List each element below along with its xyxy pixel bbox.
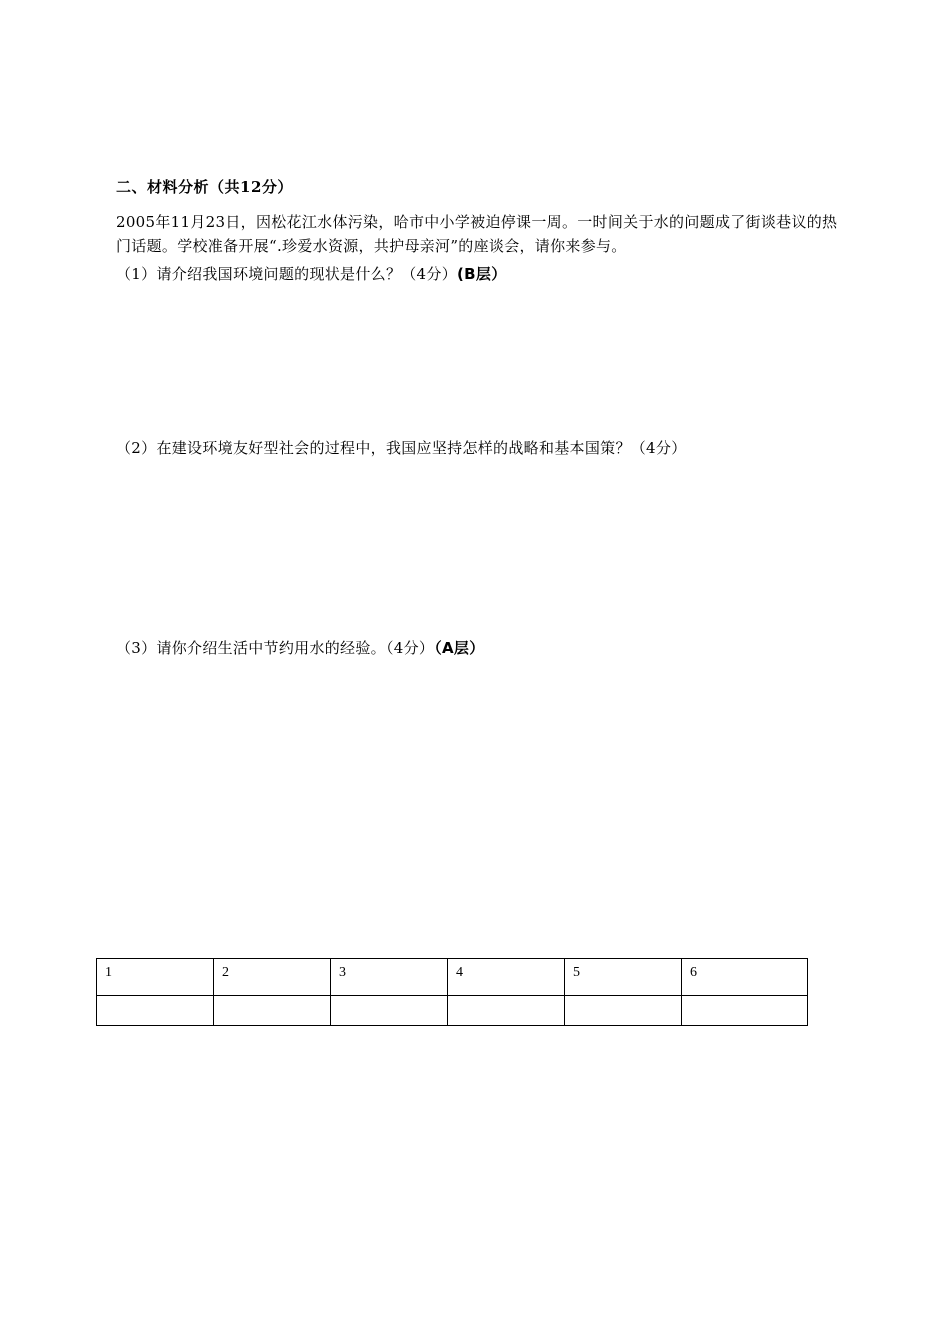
- answer-table-blank-row: [97, 996, 808, 1026]
- answer-header-cell: 6: [682, 959, 808, 996]
- question-3-text: （3）请你介绍生活中节约用水的经验。（4分）: [116, 639, 435, 657]
- question-3: [116, 637, 485, 658]
- material-text: 2005年11月23日，因松花江水体污染，哈市中小学被迫停课一周。一时间关于水的问题成了街谈巷议的热门话题。学校准备开展“.珍爱水资源，共护母亲河”的座谈会，请你来参与。: [116, 213, 838, 255]
- answer-blank-cell: [565, 996, 682, 1026]
- answer-header-cell: 5: [565, 959, 682, 996]
- section-title: 二、材料分析（共12分）: [116, 178, 293, 196]
- answer-header-cell: 2: [214, 959, 331, 996]
- answer-blank-cell: [682, 996, 808, 1026]
- question-3-level-tag: （A层）: [434, 639, 485, 657]
- question-1-level-tag: (B层）: [457, 265, 507, 283]
- answer-header-cell: 3: [331, 959, 448, 996]
- answer-header-cell: 4: [448, 959, 565, 996]
- question-2-text: （2）在建设环境友好型社会的过程中，我国应坚持怎样的战略和基本国策？（4分）: [116, 439, 687, 457]
- answer-blank-cell: [448, 996, 565, 1026]
- answer-blank-cell: [331, 996, 448, 1026]
- answer-blank-cell: [214, 996, 331, 1026]
- answer-table: [96, 958, 808, 1026]
- question-1-text: （1）请介绍我国环境问题的现状是什么？（4分）: [116, 265, 457, 283]
- answer-header-cell: 1: [97, 959, 214, 996]
- question-2: [116, 437, 687, 458]
- answer-blank-cell: [97, 996, 214, 1026]
- answer-table-header-row: [97, 959, 808, 996]
- question-1: [116, 263, 507, 284]
